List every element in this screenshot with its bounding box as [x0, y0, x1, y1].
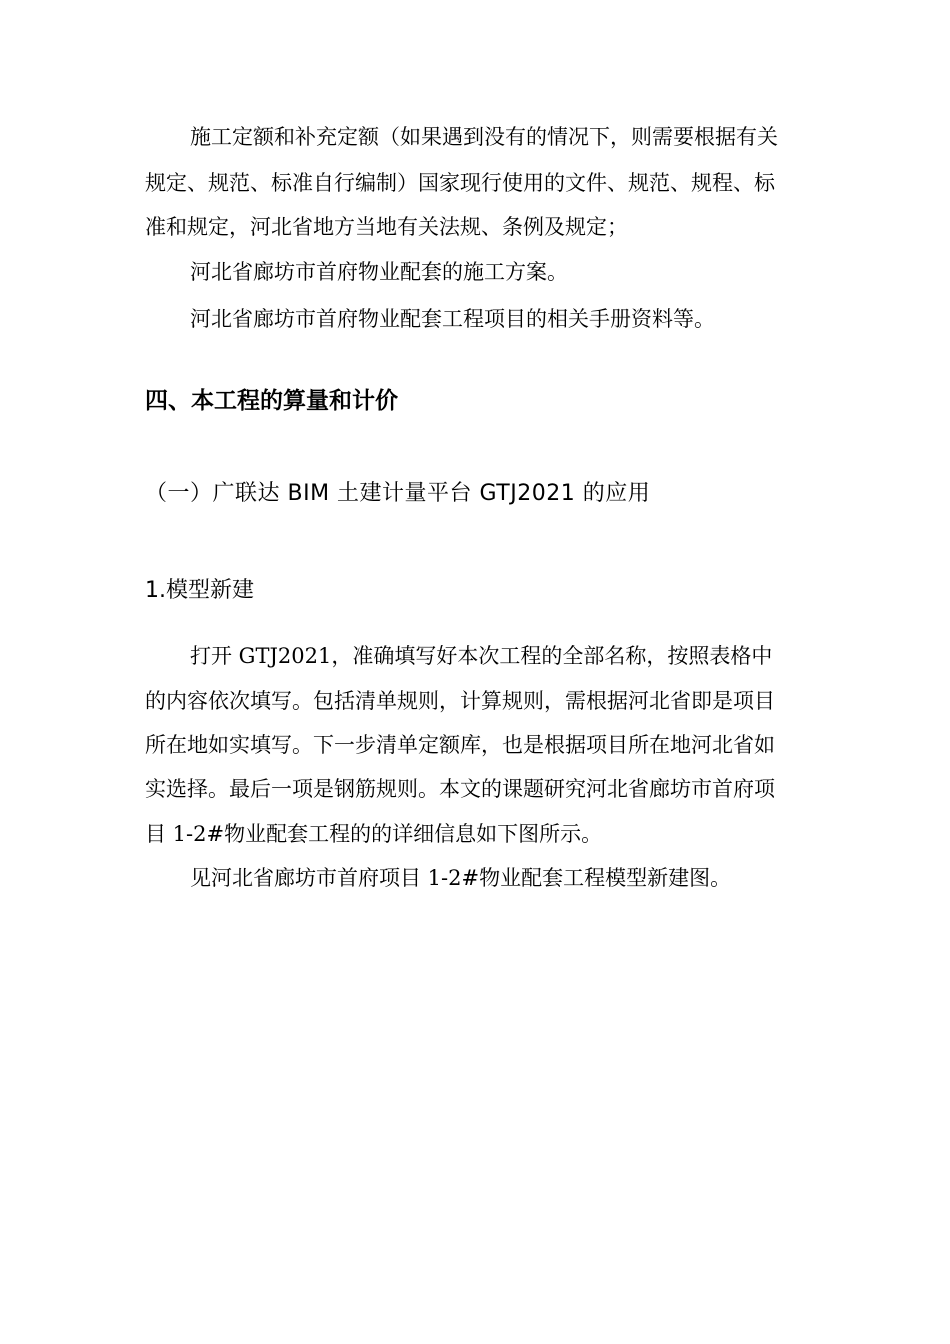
- paragraph-line: 规定、规范、标准自行编制）国家现行使用的文件、规范、规程、标: [145, 171, 775, 195]
- paragraph-line: 的内容依次填写。包括清单规则，计算规则，需根据河北省即是项目: [145, 689, 775, 713]
- section-heading: 四、本工程的算量和计价: [145, 388, 398, 414]
- item-heading: 1.模型新建: [145, 578, 254, 603]
- paragraph-line: 所在地如实填写。下一步清单定额库，也是根据项目所在地河北省如: [145, 733, 775, 757]
- paragraph-line: 河北省廊坊市首府物业配套工程项目的相关手册资料等。: [190, 307, 715, 331]
- paragraph-line: 施工定额和补充定额（如果遇到没有的情况下，则需要根据有关: [190, 125, 778, 149]
- paragraph-line: 目 1-2#物业配套工程的的详细信息如下图所示。: [145, 822, 603, 846]
- paragraph-line: 见河北省廊坊市首府项目 1-2#物业配套工程模型新建图。: [190, 866, 732, 890]
- paragraph-line: 河北省廊坊市首府物业配套的施工方案。: [190, 260, 568, 284]
- paragraph-line: 准和规定，河北省地方当地有关法规、条例及规定；: [145, 215, 628, 239]
- subsection-heading: （一）广联达 BIM 土建计量平台 GTJ2021 的应用: [145, 481, 651, 506]
- paragraph-line: 打开 GTJ2021，准确填写好本次工程的全部名称，按照表格中: [190, 644, 773, 668]
- paragraph-line: 实选择。最后一项是钢筋规则。本文的课题研究河北省廊坊市首府项: [145, 777, 775, 801]
